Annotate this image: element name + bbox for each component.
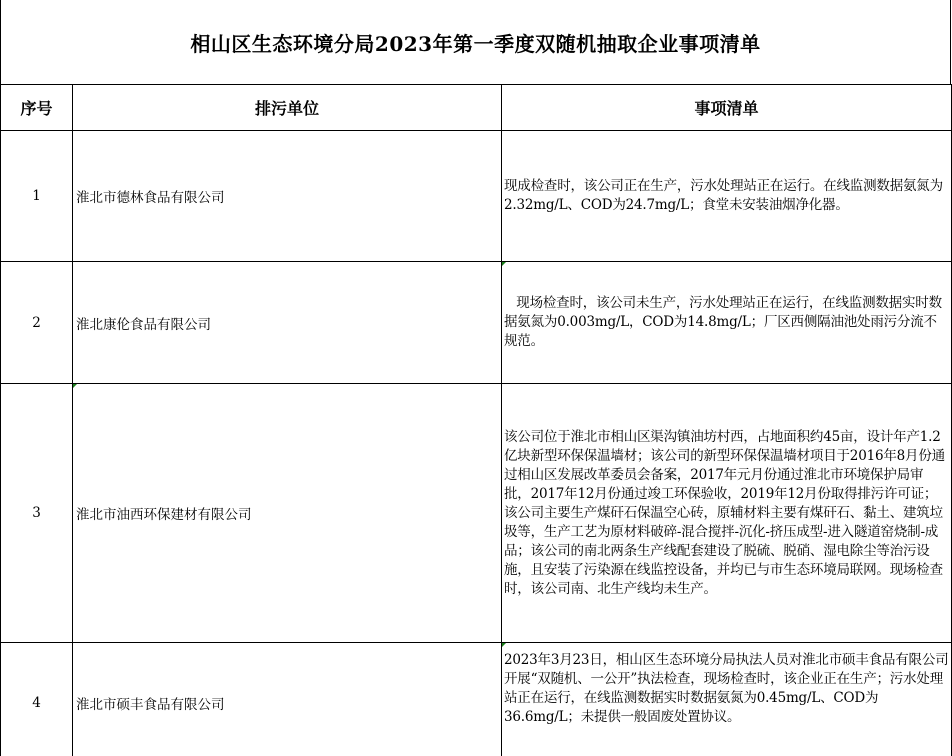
row-unit[interactable] (73, 384, 502, 643)
table-row (1, 384, 952, 643)
row-detail[interactable]: 该公司位于淮北市相山区渠沟镇油坊村西，占地面积约45亩，设计年产1.2亿块新型环保保温墙材；该公司的新型环保保温墙材项目于2016年8月份通过相山区发展改革委员会备案，2017年元月份通过淮北市环境保护局审批，2017年12月份通过竣工环保验收，2019年12月份取得排污许可证；该公司主要生产煤矸石保温空心砖，原辅材料主要有煤矸石、黏土、建筑垃圾等，生产工艺为原材料破碎-混合搅拌-沉化-挤压成型-进入隧道窑烧制-成品；该公司的南北两条生产线配套建设了脱硫、脱硝、湿电除尘等治污设施，且安装了污染源在线监控设备，并均已与市生态环境局联网。现场检查时，该公司南、北生产线均未生产。 (502, 384, 952, 643)
table-row (1, 262, 952, 384)
row-index[interactable]: 2 (1, 262, 73, 384)
row-unit[interactable]: 淮北康伦食品有限公司 (73, 262, 502, 384)
comment-marker-icon (73, 384, 77, 388)
header-row (1, 85, 952, 131)
row-detail-text: 现场检查时，该公司未生产，污水处理站正在运行，在线监测数据实时数据氨氮为0.003mg/L，COD为14.8mg/L；厂区西侧隔油池处雨污分流不规范。 (504, 295, 942, 349)
row-detail[interactable] (502, 643, 952, 756)
header-unit: 排污单位 (73, 85, 502, 131)
row-index[interactable]: 3 (1, 384, 73, 643)
row-detail-text: 2023年3月23日，相山区生态环境分局执法人员对淮北市硕丰食品有限公司开展“双随机、一公开”执法检查，现场检查时，该企业正在生产；污水处理站正在运行，在线监测数据实时数据氨氮为0.45mg/L、COD为36.6mg/L；未提供一般固废处置协议。 (504, 652, 949, 725)
row-detail[interactable]: 现成检查时，该公司正在生产，污水处理站正在运行。在线监测数据氨氮为2.32mg/L、COD为24.7mg/L；食堂未安装油烟净化器。 (502, 131, 952, 262)
row-unit[interactable]: 淮北市德林食品有限公司 (73, 131, 502, 262)
inspection-table (0, 84, 952, 756)
row-detail[interactable] (502, 262, 952, 384)
header-index: 序号 (1, 85, 73, 131)
page-title: 相山区生态环境分局2023年第一季度双随机抽取企业事项清单 (0, 0, 951, 84)
row-unit[interactable]: 淮北市硕丰食品有限公司 (73, 643, 502, 756)
comment-marker-icon (502, 643, 506, 647)
table-row (1, 643, 952, 756)
table-row (1, 131, 952, 262)
header-items: 事项清单 (502, 85, 952, 131)
row-index[interactable]: 4 (1, 643, 73, 756)
row-unit-text: 淮北市油西环保建材有限公司 (76, 507, 252, 523)
row-index[interactable]: 1 (1, 131, 73, 262)
comment-marker-icon (502, 262, 506, 266)
